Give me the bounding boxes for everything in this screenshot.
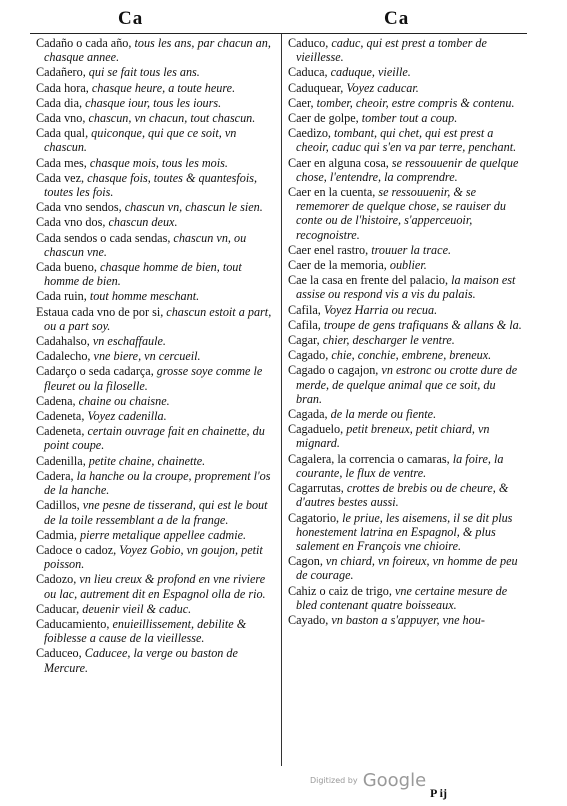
entry-headword: Cada ruin, bbox=[36, 289, 87, 304]
dictionary-entry bbox=[36, 394, 272, 408]
entry-headword: Cagado, bbox=[288, 348, 329, 363]
entry-definition: troupe de gens trafiquans & allans & la. bbox=[323, 317, 522, 332]
entry-definition: chascun vn, ou chascun vne. bbox=[44, 230, 247, 259]
entry-definition: crottes de brebis ou de cheure, & d'autres bestes aussi. bbox=[296, 481, 509, 510]
entry-definition: chaine ou chaisne. bbox=[78, 393, 170, 408]
dictionary-entry bbox=[288, 554, 524, 582]
column-divider bbox=[281, 34, 282, 766]
entry-headword: Cadalecho, bbox=[36, 349, 91, 364]
running-head-left: Ca bbox=[118, 8, 144, 29]
entry-definition: vn eschaffaule. bbox=[92, 334, 166, 349]
entry-headword: Cada vno sendos, bbox=[36, 200, 122, 215]
entry-headword: Cadoce o cadoz, bbox=[36, 542, 117, 557]
entry-headword: Cadahalso, bbox=[36, 334, 90, 349]
entry-definition: Caducee, la verge ou baston de Mercure. bbox=[44, 646, 238, 675]
dictionary-entry bbox=[288, 36, 524, 64]
dictionary-entry bbox=[36, 424, 272, 452]
entry-headword: Caduquear, bbox=[288, 80, 344, 95]
entry-headword: Caduco, bbox=[288, 36, 329, 50]
entry-definition: oublier. bbox=[389, 258, 427, 273]
entry-headword: Caducamiento, bbox=[36, 616, 110, 631]
entry-definition: quiconque, qui que ce soit, vn chascun. bbox=[44, 126, 237, 155]
entry-headword: Cagada, bbox=[288, 407, 328, 422]
entry-definition: chascun deux. bbox=[108, 215, 178, 230]
entry-headword: Cada sendos o cada sendas, bbox=[36, 230, 171, 245]
entry-definition: chasque mois, tous les mois. bbox=[89, 155, 228, 170]
dictionary-entry bbox=[36, 364, 272, 392]
dictionary-entry bbox=[36, 528, 272, 542]
entry-definition: se ressouuenir, & se rememorer de quelque chose, se rauiser du conte ou de l'histoire, s'apperceuoir, recognoistre. bbox=[296, 185, 506, 242]
dictionary-entry bbox=[288, 511, 524, 554]
dictionary-entry bbox=[288, 584, 524, 612]
dictionary-entry bbox=[288, 185, 524, 242]
entry-definition: pierre metalique appellee cadmie. bbox=[80, 527, 247, 542]
dictionary-entry bbox=[288, 243, 524, 257]
entry-definition: vn estronc ou crotte dure de merde, de quelque animal que ce soit, du bran. bbox=[296, 363, 518, 406]
entry-definition: vn chiard, vn foireux, vn homme de peu de courage. bbox=[296, 554, 518, 583]
dictionary-entry bbox=[36, 572, 272, 600]
entry-headword: Cadillos, bbox=[36, 498, 80, 513]
dictionary-entry bbox=[288, 96, 524, 110]
entry-headword: Caer enel rastro, bbox=[288, 242, 369, 257]
google-logo: Google bbox=[362, 770, 427, 791]
dictionary-entry bbox=[288, 273, 524, 301]
entry-headword: Cadmia, bbox=[36, 527, 77, 542]
entry-headword: Cagarrutas, bbox=[288, 481, 344, 496]
dictionary-entry bbox=[36, 111, 272, 125]
entry-headword: Cahiz o caiz de trigo, bbox=[288, 583, 392, 598]
left-column bbox=[36, 36, 272, 676]
dictionary-entry bbox=[36, 305, 272, 333]
dictionary-entry bbox=[36, 200, 272, 214]
signature-mark: P ij bbox=[430, 786, 447, 800]
entry-definition: tomber tout a coup. bbox=[361, 111, 458, 126]
running-head-right: Ca bbox=[384, 8, 410, 29]
entry-definition: chasque homme de bien, tout homme de bien. bbox=[44, 260, 242, 289]
dictionary-entry bbox=[36, 260, 272, 288]
entry-definition: deuenir vieil & caduc. bbox=[82, 601, 192, 616]
entry-definition: qui se fait tous les ans. bbox=[88, 65, 200, 80]
entry-definition: chier, descharger le ventre. bbox=[322, 333, 455, 348]
entry-definition: petit breneux, petit chiard, vn mignard. bbox=[296, 422, 490, 451]
dictionary-entry bbox=[36, 126, 272, 154]
dictionary-entry bbox=[36, 96, 272, 110]
entry-definition: caduc, qui est prest a tomber de vieillesse. bbox=[296, 36, 487, 65]
google-watermark bbox=[310, 770, 426, 791]
entry-headword: Cada vno, bbox=[36, 111, 86, 126]
entry-definition: Voyez caducar. bbox=[346, 80, 419, 95]
dictionary-entry bbox=[36, 215, 272, 229]
entry-definition: caduque, vieille. bbox=[330, 65, 411, 80]
header-rule bbox=[30, 33, 527, 34]
entry-headword: Cadeneta, bbox=[36, 424, 85, 439]
entry-headword: Cada hora, bbox=[36, 80, 89, 95]
entry-definition: chasque heure, a toute heure. bbox=[91, 80, 236, 95]
dictionary-entry bbox=[288, 422, 524, 450]
entry-definition: chasque iour, tous les iours. bbox=[85, 95, 222, 110]
dictionary-entry bbox=[36, 617, 272, 645]
entry-headword: Caduceo, bbox=[36, 646, 82, 661]
entry-definition: le priue, les aisemens, il se dit plus honestement latrina en Espagnol, & plus salement en François vne chioire. bbox=[296, 510, 513, 553]
watermark-prefix: Digitized by bbox=[310, 776, 358, 785]
entry-definition: vne pesne de tisserand, qui est le bout de la toile ressemblant a de la frange. bbox=[44, 498, 268, 527]
entry-definition: chascun estoit a part, ou a part soy. bbox=[44, 304, 272, 333]
entry-headword: Cadarço o seda cadarça, bbox=[36, 364, 154, 379]
entry-definition: tous les ans, par chacun an, chasque annee. bbox=[44, 36, 271, 65]
dictionary-entry bbox=[36, 409, 272, 423]
entry-definition: chasque fois, toutes & quantesfois, toutes les fois. bbox=[44, 170, 258, 200]
entry-headword: Caer en alguna cosa, bbox=[288, 155, 389, 170]
entry-definition: petite chaine, chainette. bbox=[88, 453, 206, 468]
entry-headword: Cagar, bbox=[288, 333, 320, 348]
dictionary-entry bbox=[288, 407, 524, 421]
dictionary-entry bbox=[36, 171, 272, 199]
entry-headword: Cagado o cagajon, bbox=[288, 363, 379, 378]
entry-headword: Caer, bbox=[288, 95, 314, 110]
entry-headword: Cadañero, bbox=[36, 65, 86, 80]
entry-definition: vn baston a s'appuyer, vne hou- bbox=[331, 612, 485, 627]
entry-headword: Cadera, bbox=[36, 468, 74, 483]
entry-definition: vne biere, vn cercueil. bbox=[93, 349, 201, 364]
dictionary-entry bbox=[288, 111, 524, 125]
entry-headword: Cada bueno, bbox=[36, 260, 97, 275]
entry-definition: tout homme meschant. bbox=[89, 289, 200, 304]
entry-headword: Cada dia, bbox=[36, 95, 83, 110]
entry-definition: Voyez Harria ou recua. bbox=[323, 302, 438, 317]
entry-headword: Cayado, bbox=[288, 612, 329, 627]
entry-headword: Cagatorio, bbox=[288, 510, 340, 525]
dictionary-entry bbox=[36, 65, 272, 79]
entry-definition: grosse soye comme le fleuret ou la filoselle. bbox=[44, 364, 263, 393]
right-column bbox=[288, 36, 524, 628]
dictionary-entry bbox=[288, 363, 524, 406]
entry-definition: vne certaine mesure de bled contenant quatre boisseaux. bbox=[296, 583, 508, 612]
dictionary-entry bbox=[36, 334, 272, 348]
dictionary-entry bbox=[36, 81, 272, 95]
dictionary-entry bbox=[36, 454, 272, 468]
entry-definition: Voyez cadenilla. bbox=[87, 409, 167, 424]
dictionary-entry bbox=[288, 65, 524, 79]
entry-definition: tomber, cheoir, estre compris & contenu. bbox=[316, 95, 515, 110]
dictionary-entry bbox=[288, 348, 524, 362]
entry-headword: Cagon, bbox=[288, 554, 323, 569]
entry-definition: chascun, vn chacun, tout chascun. bbox=[88, 111, 256, 126]
entry-headword: Cagaduelo, bbox=[288, 422, 344, 437]
dictionary-entry bbox=[36, 36, 272, 64]
entry-definition: de la merde ou fiente. bbox=[330, 407, 437, 422]
entry-definition: se ressouuenir de quelque chose, l'entendre, la comprendre. bbox=[296, 155, 519, 184]
entry-headword: Cafila, bbox=[288, 317, 321, 332]
entry-headword: Cadozo, bbox=[36, 572, 77, 587]
entry-headword: Caer de golpe, bbox=[288, 111, 359, 126]
dictionary-entry bbox=[36, 543, 272, 571]
entry-definition: trouuer la trace. bbox=[371, 242, 452, 257]
entry-headword: Cada qual, bbox=[36, 126, 89, 141]
entry-headword: Caduca, bbox=[288, 65, 328, 80]
entry-headword: Cadeneta, bbox=[36, 409, 85, 424]
dictionary-entry bbox=[36, 231, 272, 259]
entry-definition: la foire, la courante, le flux de ventre. bbox=[296, 451, 504, 480]
dictionary-entry bbox=[36, 156, 272, 170]
dictionary-entry bbox=[288, 481, 524, 509]
entry-headword: Cadenilla, bbox=[36, 453, 86, 468]
entry-headword: Cafila, bbox=[288, 302, 321, 317]
dictionary-entry bbox=[288, 318, 524, 332]
entry-headword: Caedizo, bbox=[288, 126, 331, 141]
dictionary-entry bbox=[288, 333, 524, 347]
entry-headword: Estaua cada vno de por si, bbox=[36, 304, 164, 319]
entry-headword: Cada vez, bbox=[36, 170, 85, 185]
entry-definition: la hanche ou la croupe, proprement l'os de la hanche. bbox=[44, 468, 271, 498]
entry-definition: tombant, qui chet, qui est prest a cheoir, caduc qui s'en va par terre, penchant. bbox=[296, 126, 517, 155]
entry-headword: Cadena, bbox=[36, 393, 76, 408]
dictionary-entry bbox=[36, 349, 272, 363]
entry-definition: Voyez Gobio, vn goujon, petit poisson. bbox=[44, 542, 263, 572]
entry-headword: Cada vno dos, bbox=[36, 215, 106, 230]
dictionary-entry bbox=[36, 646, 272, 674]
entry-headword: Caer en la cuenta, bbox=[288, 185, 376, 200]
entry-headword: Caer de la memoria, bbox=[288, 258, 387, 273]
dictionary-entry bbox=[288, 156, 524, 184]
dictionary-entry bbox=[288, 258, 524, 272]
dictionary-entry bbox=[36, 289, 272, 303]
entry-definition: chie, conchie, embrene, breneux. bbox=[331, 348, 492, 363]
entry-definition: certain ouvrage fait en chainette, du point coupe. bbox=[44, 424, 265, 453]
entry-headword: Cadaño o cada año, bbox=[36, 36, 132, 50]
entry-headword: Caducar, bbox=[36, 601, 80, 616]
dictionary-entry bbox=[36, 602, 272, 616]
dictionary-entry bbox=[288, 126, 524, 154]
entry-headword: Cada mes, bbox=[36, 155, 87, 170]
dictionary-entry bbox=[288, 613, 524, 627]
entry-definition: chascun vn, chascun le sien. bbox=[124, 200, 263, 215]
dictionary-entry bbox=[36, 498, 272, 526]
dictionary-entry bbox=[288, 452, 524, 480]
entry-headword: Cae la casa en frente del palacio, bbox=[288, 273, 449, 288]
dictionary-entry bbox=[36, 469, 272, 497]
dictionary-entry bbox=[288, 303, 524, 317]
entry-headword: Cagalera, la correncia o camaras, bbox=[288, 451, 450, 466]
entry-definition: la maison est assise ou respond vis a vis du palais. bbox=[296, 273, 516, 302]
entry-definition: vn lieu creux & profond en vne riviere ou lac, autrement dit en Espagnol olla de rio. bbox=[44, 572, 266, 601]
entry-definition: enuieillissement, debilite & foiblesse a cause de la vieillesse. bbox=[44, 616, 247, 646]
dictionary-entry bbox=[288, 81, 524, 95]
